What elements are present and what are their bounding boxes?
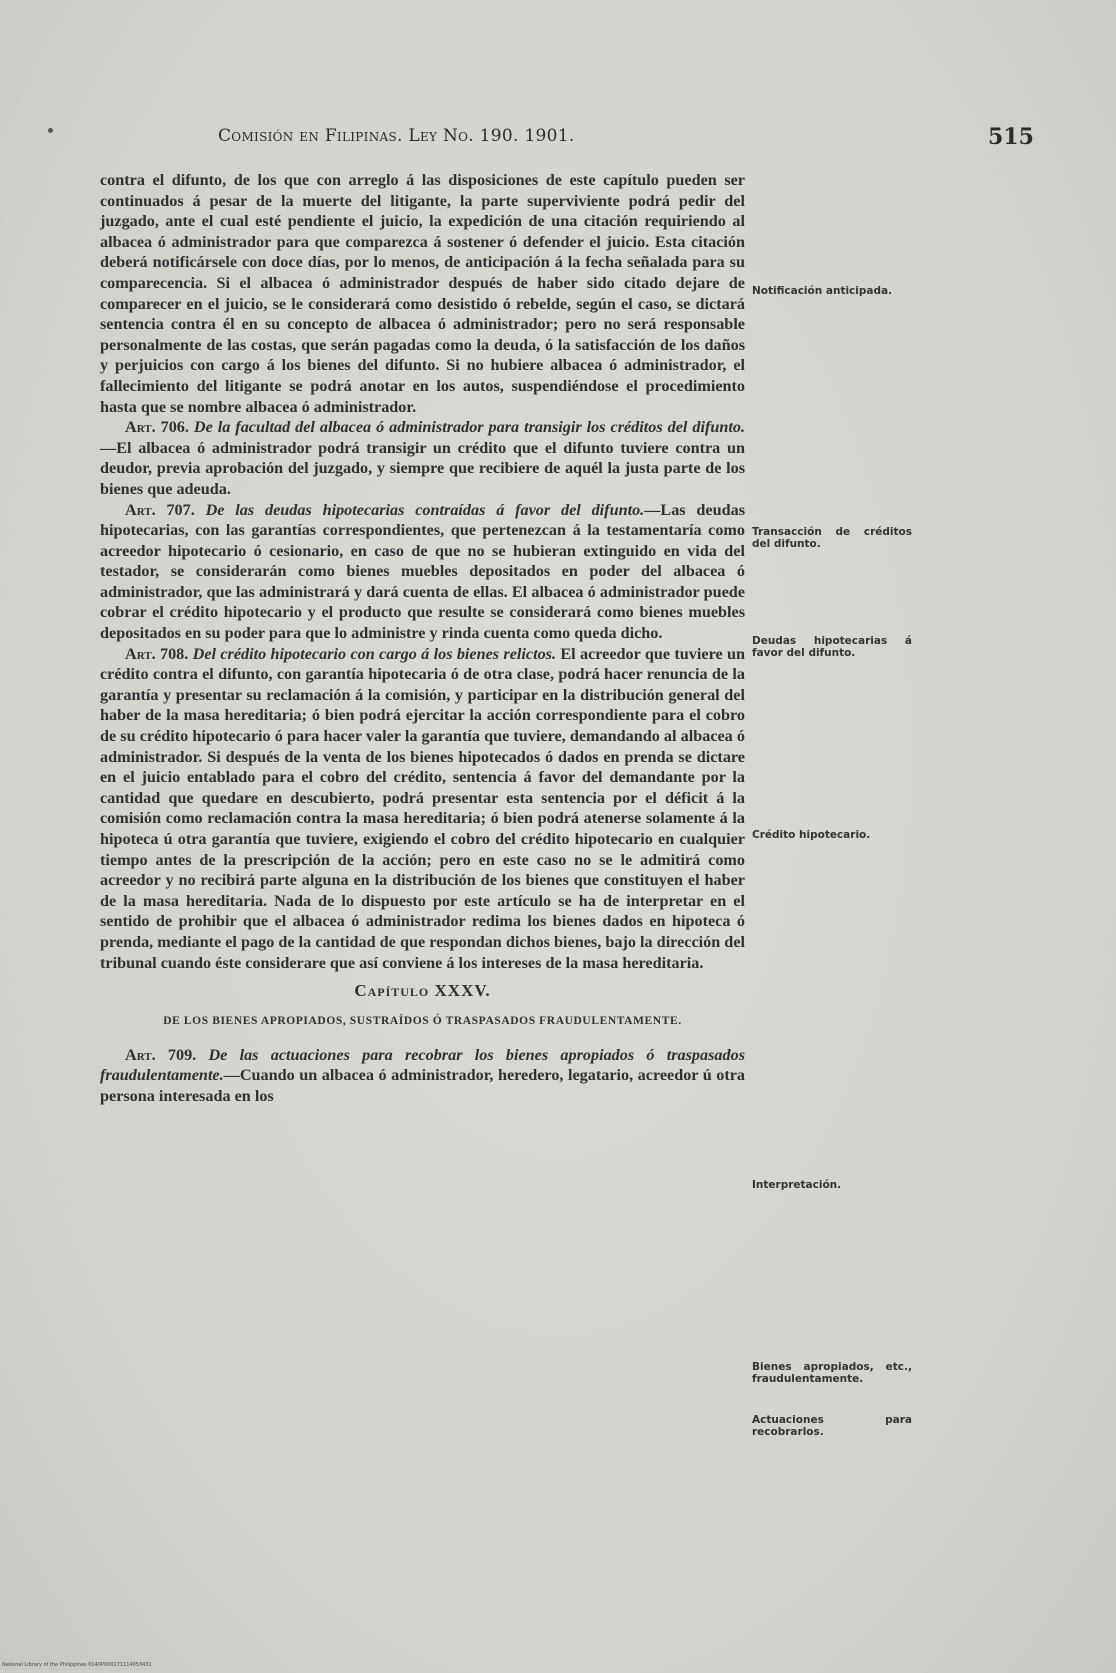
margin-note: Bienes apropiados, etc., fraudulentamente. — [752, 1361, 912, 1385]
article-label: Art. 707. — [125, 500, 195, 519]
article-title: De la facultad del albacea ó administrador para transigir los créditos del difunto. — [193, 418, 745, 437]
margin-dot — [48, 128, 53, 133]
article-label: Art. 706. — [125, 418, 189, 437]
article-709 — [100, 1045, 745, 1107]
chapter-heading: Capítulo XXXV. — [354, 981, 491, 1001]
main-text — [100, 170, 745, 1107]
article-706 — [100, 417, 745, 499]
article-707 — [100, 500, 745, 644]
margin-note: Actuaciones para recobrarlos. — [752, 1414, 912, 1438]
article-text: El acreedor que tuviere un crédito contra el difunto, con garantía hipotecaria ó de otra clase, podrá hacer renuncia de la garantía y presentar su reclamación á la comisión, y participar en la distribución general del haber de la masa hereditaria; ó bien podrá ejercitar la acción correspondiente para el cobro de su crédito hipotecario ó para hacer valer la garantía que tuviere, demandando al albacea ó administrador. Si después de la venta de los bienes hipotecados ó dados en prenda se dictare en el juicio entablado para el cobro del crédito, sentencia á favor del demandante por la cantidad que quedare en descubierto, podrá presentar esta sentencia por el déficit á la comisión como reclamación contra la masa hereditaria; ó bien podrá atenerse solamente á la hipoteca ú otra garantía que tuviere, exigiendo el cobro del crédito hipotecario en cualquier tiempo antes de la prescripción de la acción; pero en este caso no se le admitirá como acreedor y no recibirá parte alguna en la distribución de los bienes que constituyen el haber de la masa hereditaria. Nada de lo dispuesto por este artículo se ha de interpretar en el sentido de prohibir que el albacea ó administrador redima los bienes dados en hipoteca ó prenda, mediante el pago de la cantidad de que respondan dichos bienes, bajo la dirección del tribunal cuando éste considerare que así conviene á los intereses de la masa hereditaria. — [100, 644, 745, 972]
margin-note: Crédito hipotecario. — [752, 829, 871, 841]
article-text: —Cuando un albacea ó administrador, heredero, legatario, acreedor ú otra persona interesada en los — [100, 1066, 745, 1105]
article-708 — [100, 644, 745, 974]
article-title: De las actuaciones para recobrar los bienes apropiados ó traspasados fraudulentamente. — [100, 1045, 745, 1085]
margin-note: Deudas hipotecarias á favor del difunto. — [752, 635, 912, 659]
running-title: Comisión en Filipinas. Ley No. 190. 1901. — [218, 126, 575, 146]
article-label: Art. 708. — [125, 644, 189, 663]
article-label: Art. 709. — [125, 1045, 197, 1064]
article-text: —Las deudas hipotecarias, con las garantías correspondientes, que pertenezcan á la testamentaría como acreedor hipotecario ó cesionario, en caso de que no se hubieran extinguido en vida del testador, se considerarán como bienes muebles depositados en poder del albacea ó administrador, que las administrará y dará cuenta de ellas. El albacea ó administrador puede cobrar el crédito hipotecario y el producto que resulte se considerará como bienes muebles depositados en su poder para que lo administre y rinda cuenta como queda dicho. — [100, 500, 745, 643]
paragraph: contra el difunto, de los que con arreglo á las disposiciones de este capítulo pueden ser continuados á pesar de la muerte del litigante, la parte superviviente podrá pedir del juzgado, ante el cual esté pendiente el juicio, la expedición de una citación requiriendo al albacea ó administrador para que comparezca á sostener ó defender el juicio. Esta citación deberá notificársele con doce días, por lo menos, de anticipación á la fecha señalada para su comparecencia. Si el albacea ó administrador después de haber sido citado dejare de comparecer en el juicio, se le considerará como desistido ó rebelde, según el caso, se dictará sentencia contra él en su concepto de albacea ó administrador; pero no será responsable personalmente de las costas, que serán pagadas como la deuda, ó la satisfacción de los daños y perjuicios con cargo á los bienes del difunto. Si no hubiere albacea ó administrador, el fallecimiento del litigante se podrá anotar en los autos, suspendiéndose el procedimiento hasta que se nombre albacea ó administrador. — [100, 171, 745, 416]
scan-footer: National Library of the Philippines 0140P000171114053431 — [2, 1662, 152, 1668]
article-title: De las deudas hipotecarias contraídas á favor del difunto. — [205, 500, 645, 519]
article-text: —El albacea ó administrador podrá transigir un crédito que el difunto tuviere contra un deudor, previa aprobación del juzgado, y siempre que recibiere de aquél la justa parte de los bienes que adeuda. — [100, 438, 745, 498]
margin-note: Interpretación. — [752, 1179, 842, 1191]
chapter-title: DE LOS BIENES APROPIADOS, SUSTRAÍDOS Ó TRASPASADOS FRAUDULENTAMENTE. — [163, 1014, 682, 1027]
article-title: Del crédito hipotecario con cargo á los bienes relictos. — [192, 644, 557, 663]
margin-note: Notificación anticipada. — [752, 285, 893, 297]
page-number: 515 — [988, 124, 1034, 150]
margin-note: Transacción de créditos del difunto. — [752, 526, 912, 550]
